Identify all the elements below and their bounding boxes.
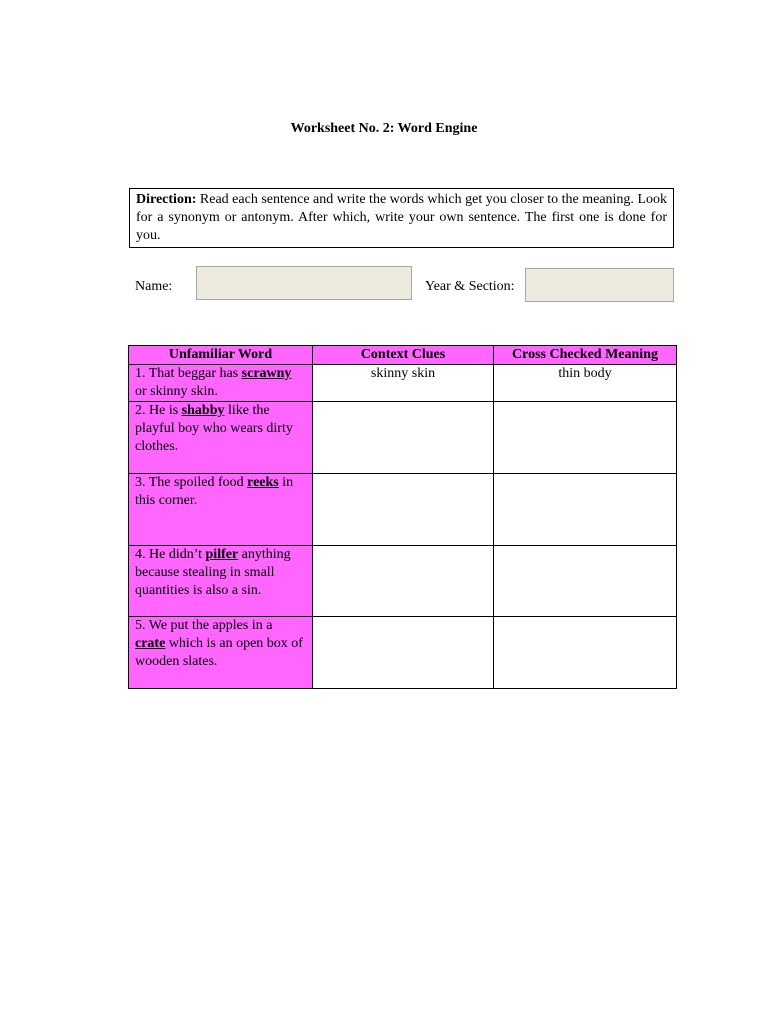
unfamiliar-word-cell — [129, 617, 313, 689]
table-row — [129, 617, 677, 689]
table-row — [129, 365, 677, 402]
context-clue-cell[interactable] — [313, 474, 494, 546]
name-field[interactable] — [196, 266, 412, 300]
unfamiliar-word-cell — [129, 546, 313, 617]
sentence-text: 4. He didn’t — [135, 547, 206, 562]
sentence-text: which is an open box of wooden slates. — [135, 636, 303, 669]
direction-label: Direction: — [136, 192, 197, 207]
sentence-text: like the playful boy who wears dirty clothes. — [135, 403, 293, 454]
header-context-clues: Context Clues — [313, 346, 494, 365]
keyword: crate — [135, 636, 166, 651]
context-clue-cell[interactable]: skinny skin — [313, 365, 494, 402]
sentence-text: 1. That beggar has — [135, 366, 242, 381]
sentence-text: or skinny skin. — [135, 384, 218, 399]
keyword: reeks — [247, 475, 279, 490]
keyword: shabby — [181, 403, 225, 418]
sentence-text: anything because stealing in small quantities is also a sin. — [135, 547, 291, 598]
context-clue-cell[interactable] — [313, 402, 494, 474]
header-cross-checked-meaning: Cross Checked Meaning — [494, 346, 677, 365]
meaning-cell[interactable]: thin body — [494, 365, 677, 402]
direction-box — [129, 188, 674, 248]
sentence-text: 3. The spoiled food — [135, 475, 248, 490]
name-label: Name: — [135, 279, 173, 294]
meaning-cell[interactable] — [494, 402, 677, 474]
keyword: pilfer — [205, 547, 239, 562]
table-row — [129, 546, 677, 617]
table-header-row — [129, 346, 677, 365]
worksheet-title: Worksheet No. 2: Word Engine — [290, 121, 478, 136]
year-section-field[interactable] — [525, 268, 674, 302]
context-clue-cell[interactable] — [313, 546, 494, 617]
meaning-cell[interactable] — [494, 546, 677, 617]
unfamiliar-word-cell — [129, 474, 313, 546]
table-row — [129, 402, 677, 474]
sentence-text: 2. He is — [135, 403, 182, 418]
year-section-label: Year & Section: — [425, 279, 515, 294]
keyword: scrawny — [241, 366, 292, 381]
word-table — [128, 345, 677, 689]
direction-text: Read each sentence and write the words which get you closer to the meaning. Look for a synonym or antonym. After which, write your own sentence. The first one is done for you. — [136, 192, 667, 243]
context-clue-cell[interactable] — [313, 617, 494, 689]
unfamiliar-word-cell — [129, 365, 313, 402]
sentence-text: in this corner. — [135, 475, 294, 508]
meaning-cell[interactable] — [494, 617, 677, 689]
table-row — [129, 474, 677, 546]
sentence-text: 5. We put the apples in a — [135, 618, 273, 633]
meaning-cell[interactable] — [494, 474, 677, 546]
header-unfamiliar-word: Unfamiliar Word — [129, 346, 313, 365]
unfamiliar-word-cell — [129, 402, 313, 474]
